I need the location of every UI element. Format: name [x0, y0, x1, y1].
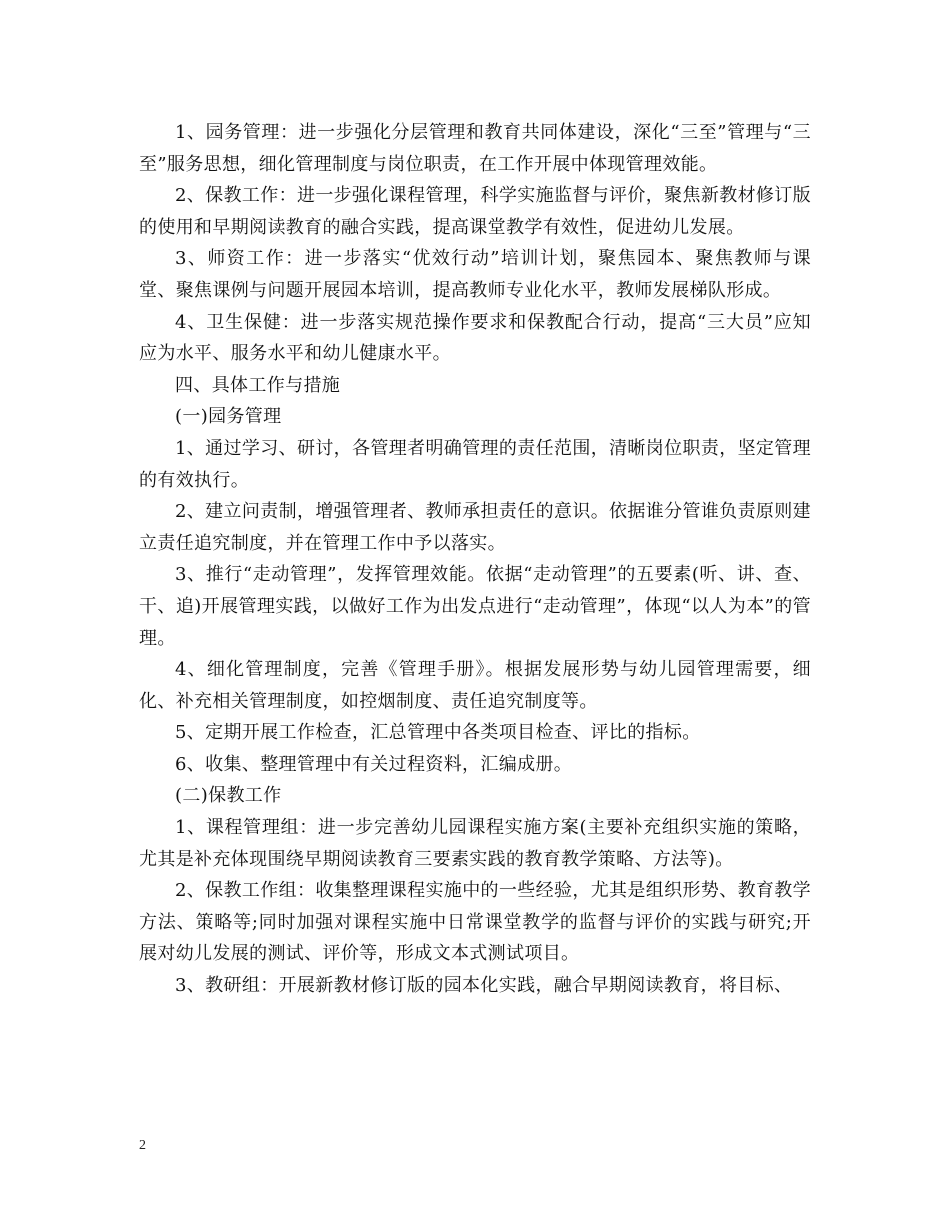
paragraph-goal-teacher-work: 3、师资工作：进一步落实“优效行动”培训计划，聚焦园本、聚焦教师与课堂、聚焦课例与问题开展园本培训，提高教师专业化水平，教师发展梯队形成。 [139, 248, 811, 301]
paragraph-affairs-item-5: 5、定期开展工作检查，汇总管理中各类项目检查、评比的指标。 [175, 722, 701, 744]
paragraph-affairs-item-3: 3、推行“走动管理”，发挥管理效能。依据“走动管理”的五要素(听、讲、查、干、追)开展管理实践，以做好工作为出发点进行“走动管理”，体现“以人为本”的管理。 [139, 564, 811, 649]
section-heading-measures: 四、具体工作与措施 [175, 374, 341, 396]
subsection-heading-education: (二)保教工作 [175, 785, 282, 807]
paragraph-goal-health-care: 4、卫生保健：进一步落实规范操作要求和保教配合行动，提高“三大员”应知应为水平、服务水平和幼儿健康水平。 [139, 311, 811, 365]
paragraph-affairs-item-6: 6、收集、整理管理中有关过程资料，汇编成册。 [175, 753, 573, 775]
document-body [139, 117, 811, 1002]
paragraph-education-item-3: 3、教研组：开展新教材修订版的园本化实践，融合早期阅读教育，将目标、 [175, 975, 793, 997]
paragraph-education-item-2: 2、保教工作组：收集整理课程实施中的一些经验，尤其是组织形势、教育教学方法、策略等;同时加强对课程实施中日常课堂教学的监督与评价的实践与研究;开展对幼儿发展的测试、评价等，形成文本式测试项目。 [139, 880, 811, 965]
page-number: 2 [139, 1138, 146, 1153]
subsection-heading-affairs: (一)园务管理 [175, 406, 282, 428]
paragraph-education-item-1: 1、课程管理组：进一步完善幼儿园课程实施方案(主要补充组织实施的策略，尤其是补充体现围绕早期阅读教育三要素实践的教育教学策略、方法等)。 [139, 817, 811, 870]
paragraph-affairs-item-2: 2、建立问责制，增强管理者、教师承担责任的意识。依据谁分管谁负责原则建立责任追究制度，并在管理工作中予以落实。 [139, 501, 811, 554]
paragraph-affairs-item-4: 4、细化管理制度，完善《管理手册》。根据发展形势与幼儿园管理需要，细化、补充相关管理制度，如控烟制度、责任追究制度等。 [139, 659, 811, 712]
paragraph-goal-education-work: 2、保教工作：进一步强化课程管理，科学实施监督与评价，聚焦新教材修订版的使用和早期阅读教育的融合实践，提高课堂教学有效性，促进幼儿发展。 [139, 185, 811, 238]
paragraph-affairs-item-1: 1、通过学习、研讨，各管理者明确管理的责任范围，清晰岗位职责，坚定管理的有效执行。 [139, 437, 811, 491]
paragraph-goal-kindergarten-affairs: 1、园务管理：进一步强化分层管理和教育共同体建设，深化“三至”管理与“三至”服务思想，细化管理制度与岗位职责，在工作开展中体现管理效能。 [139, 122, 811, 175]
